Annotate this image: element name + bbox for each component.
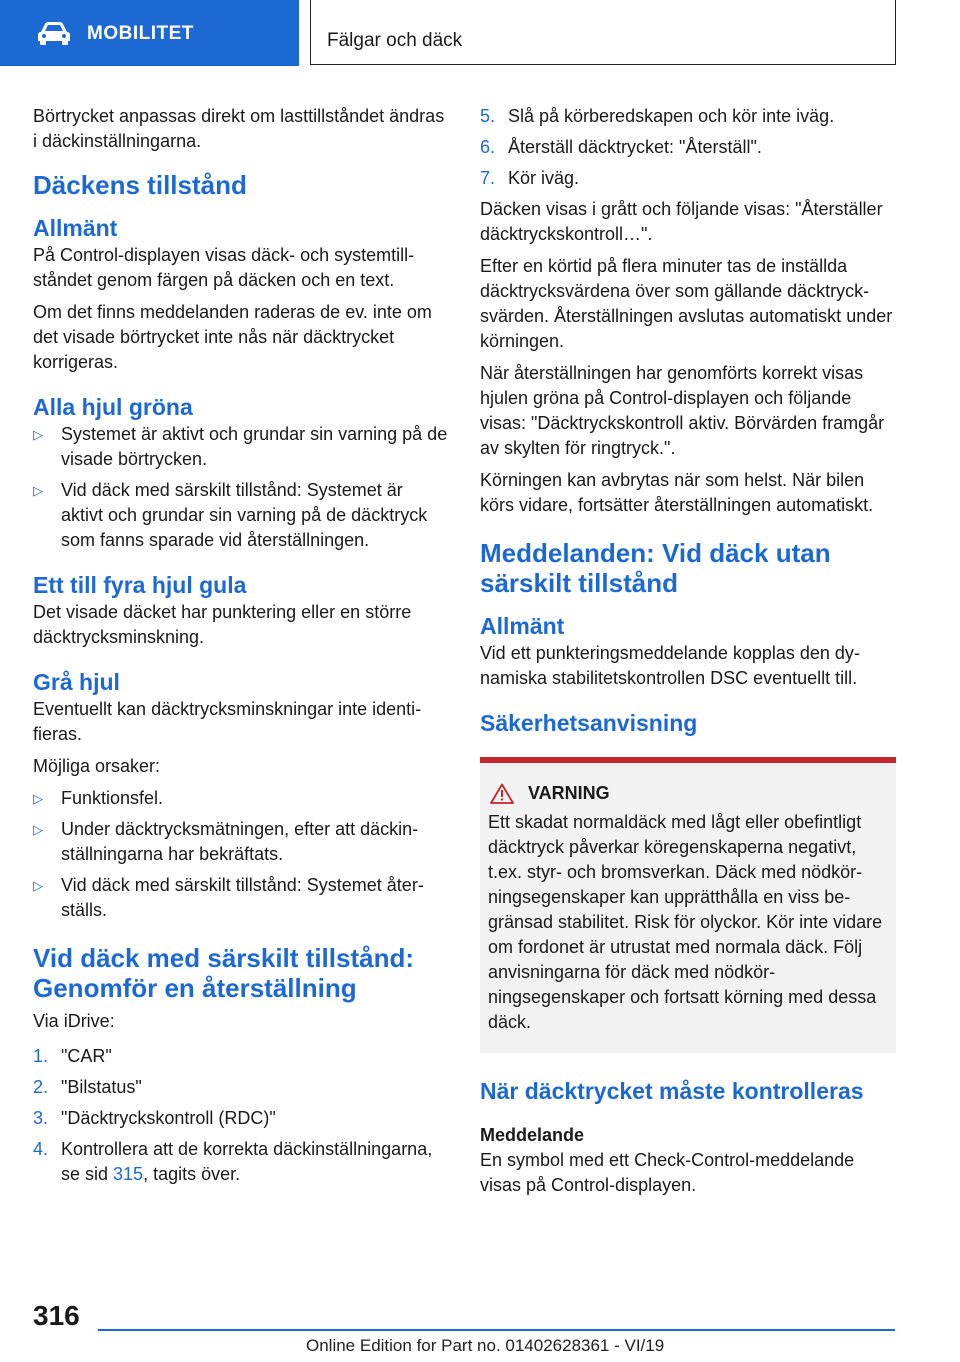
left-column [33,104,449,1193]
warning-title: VARNING [528,783,610,803]
general-paragraph-1: På Control-displayen visas däck- och systemtillståndet genom färgen på däcken och en text. [33,245,415,290]
general-paragraph-2: Om det finns meddelanden raderas de ev. inte om det visade börtrycket inte nås när däcktrycket korrigeras. [33,302,432,372]
warning-triangle-icon [490,783,514,804]
via-idrive: Via iDrive: [33,1011,115,1031]
heading-when-check: När däcktrycket måste kontrolleras [480,1078,864,1104]
list-item: 5. Slå på körberedskapen och kör inte iväg. [480,106,835,126]
list-item: 3. "Däcktryckskontroll (RDC)" [33,1108,276,1128]
reset-steps-continued [480,104,896,191]
heading-tire-condition: Däckens tillstånd [33,170,247,200]
heading-grey: Grå hjul [33,669,120,695]
triangle-bullet-icon: ▷ [33,878,43,893]
grey-list [33,786,449,923]
triangle-bullet-icon: ▷ [33,791,43,806]
heading-reset: Vid däck med särskilt tillstånd: Genomför en återställning [33,943,414,1003]
page-header [0,0,960,66]
list-item: 7. Kör iväg. [480,168,580,188]
paragraph: Efter en körtid på flera minuter tas de inställda däcktrycksvärdena över som gällande däcktrycksvärden. Återställningen avslutas automatiskt under körningen. [480,256,893,351]
grey-paragraph-2: Möjliga orsaker: [33,756,161,776]
list-item: ▷ Funktionsfel. [33,786,449,811]
warning-box [480,757,896,1053]
triangle-bullet-icon: ▷ [33,822,43,837]
right-column [480,104,896,1205]
reset-steps [33,1044,449,1187]
heading-yellow: Ett till fyra hjul gula [33,572,247,598]
paragraph: Körningen kan avbrytas när som helst. När bilen körs vidare, fortsätter återställningen automatiskt. [480,470,874,515]
list-item: ▷ Vid däck med särskilt tillstånd: Systemet är aktivt och grundar sin varning på de däcktryck som fanns sparade vid återställningen. [33,480,428,550]
intro-paragraph: Börtrycket anpassas direkt om lasttillståndet ändras i däckinställningarna. [33,106,445,151]
list-item: ▷ Systemet är aktivt och grundar sin varning på de visade börtrycken. [33,424,448,469]
chapter-title: Fälgar och däck [327,30,463,51]
heading-messages: Meddelanden: Vid däck utan särskilt tillstånd [480,538,831,598]
list-item: 4. Kontrollera att de korrekta däckinställningarna, se sid 315, tagits över. [33,1139,433,1184]
heading-all-green: Alla hjul gröna [33,394,193,420]
triangle-bullet-icon: ▷ [33,427,43,442]
warning-text: Ett skadat normaldäck med lågt eller obefintligt däcktryck påverkar köregenskaperna negativt, t.ex. styr- och bromsverkan. Däck med nödkörningsegenskaper kan upprätthålla en viss begränsad stabilitet. Risk för olyckor. Kör inte vidare om fordonet är utrustat med normala däck. Följ anvisningarna för däck med nödkörningsegenskaper och fortsatt körning med dessa däck. [488,812,883,1032]
general-paragraph: Vid ett punkteringsmeddelande kopplas den dynamiska stabilitetskontrollen DSC eventuellt till. [480,643,860,688]
triangle-bullet-icon: ▷ [33,483,43,498]
paragraph: När återställningen har genomförts korrekt visas hjulen gröna på Control-displayen och följande visas: "Däcktryckskontroll aktiv. Börvärden framgår av skylten för ringtryck.". [480,363,885,458]
edition-text: Online Edition for Part no. 01402628361 - VI/19 [306,1336,665,1355]
heading-general: Allmänt [480,613,565,639]
section-label: MOBILITET [87,22,194,44]
heading-general: Allmänt [33,215,118,241]
section-tab [0,0,299,66]
list-item: ▷ Under däcktrycksmätningen, efter att däckinställningarna har bekräftats. [33,819,419,864]
paragraph: Däcken visas i grått och följande visas: "Återställer däcktryckskontroll…". [480,199,883,244]
page-number: 316 [33,1300,80,1331]
yellow-paragraph: Det visade däcket har punktering eller en större däcktrycksminskning. [33,602,412,647]
list-item: ▷ Vid däck med särskilt tillstånd: Systemet återställs. [33,875,424,920]
list-item: 2. "Bilstatus" [33,1077,142,1097]
footer-divider [98,1329,895,1331]
green-list [33,422,449,553]
message-paragraph: En symbol med ett Check-Control-meddelande visas på Control-displayen. [480,1150,855,1195]
heading-safety: Säkerhetsanvisning [480,710,698,736]
list-item: 6. Återställ däcktrycket: "Återställ". [480,137,762,157]
heading-message: Meddelande [480,1125,585,1145]
page-link[interactable]: 315 [113,1164,144,1184]
list-item: 1. "CAR" [33,1046,112,1066]
grey-paragraph-1: Eventuellt kan däcktrycksminskningar inte identifieras. [33,699,422,744]
car-icon [35,20,73,46]
chapter-box [310,0,896,65]
